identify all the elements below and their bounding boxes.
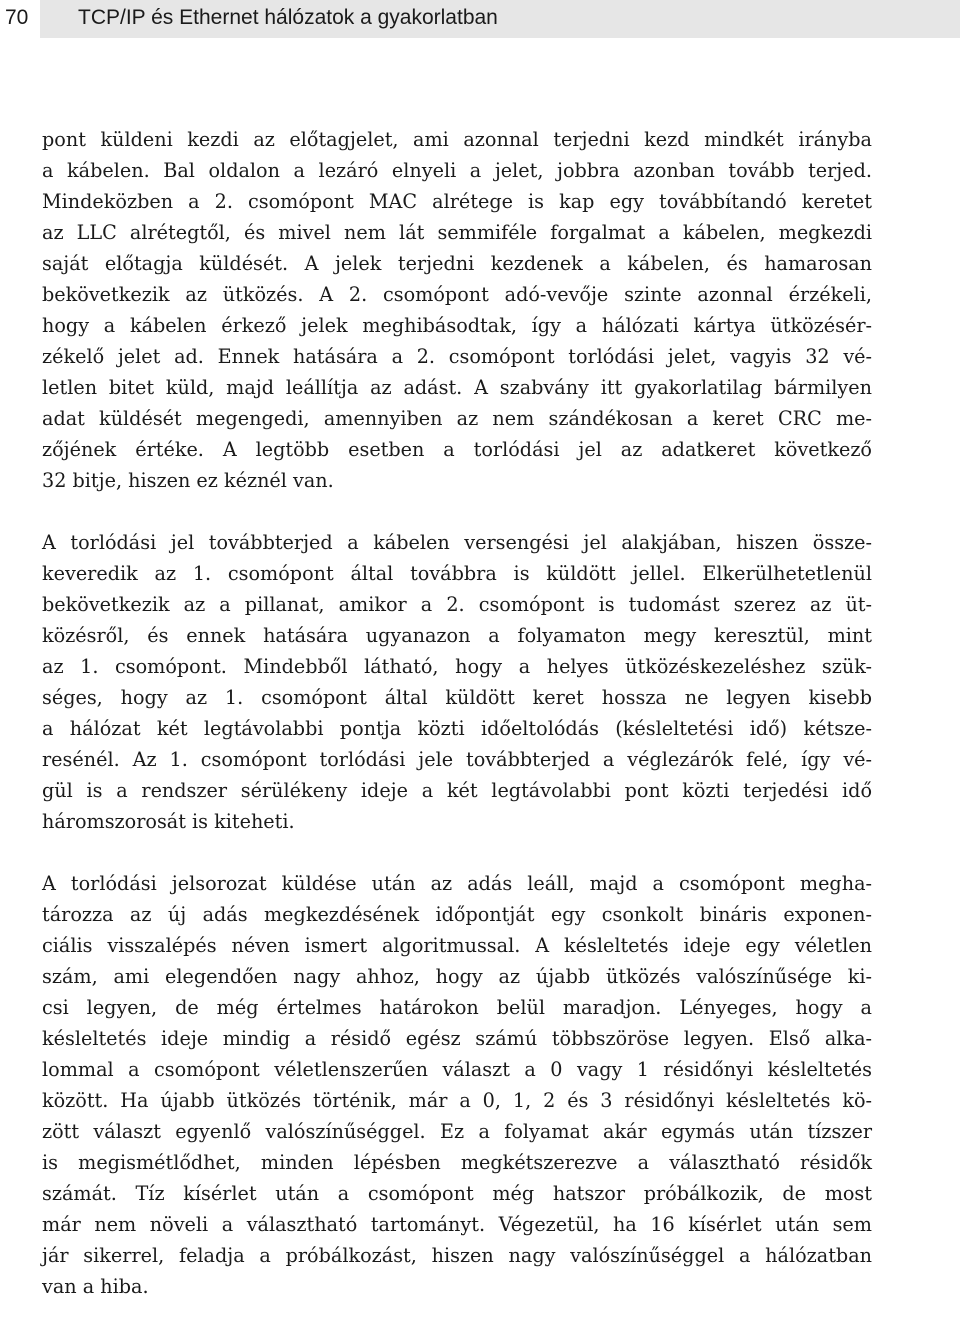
text-line: zékelő jelet ad. Ennek hatására a 2. csomópont torlódási jelet, vagyis 32 vé- — [42, 345, 872, 368]
text-line: bekövetkezik az a pillanat, amikor a 2. csomópont is tudomást szerez az üt- — [42, 593, 872, 616]
body-text — [42, 124, 872, 1333]
text-line: között. Ha újabb ütközés történik, már a 0, 1, 2 és 3 résidőnyi késleltetés kö- — [42, 1089, 872, 1112]
text-line: szám, ami elegendően nagy ahhoz, hogy az újabb ütközés valószínűsége ki- — [42, 965, 872, 988]
text-line: A torlódási jel továbbterjed a kábelen versengési jel alakjában, hiszen össze- — [42, 531, 872, 554]
text-line: a hálózat két legtávolabbi pontja közti időeltolódás (késleltetési idő) kétsze- — [42, 717, 872, 740]
text-line: késleltetés ideje mindig a résidő egész számú többszöröse legyen. Első alka- — [42, 1027, 872, 1050]
text-line: bekövetkezik az ütközés. A 2. csomópont adó-vevője szinte azonnal érzékeli, — [42, 283, 872, 306]
text-line: már nem növeli a választható tartományt. Végezetül, ha 16 kísérlet után sem — [42, 1213, 872, 1236]
text-line: séges, hogy az 1. csomópont által küldött keret hossza ne legyen kisebb — [42, 686, 872, 709]
paragraph-1 — [42, 124, 872, 496]
text-line: is megismétlődhet, minden lépésben megkétszerezve a választható résidők — [42, 1151, 872, 1174]
page-number: 70 — [5, 6, 29, 29]
text-line: letlen bitet küld, majd leállítja az adást. A szabvány itt gyakorlatilag bármilyen — [42, 376, 872, 399]
text-line: gül is a rendszer sérülékeny ideje a két legtávolabbi pont közti terjedési idő — [42, 779, 872, 802]
text-line: hogy a kábelen érkező jelek meghibásodtak, így a hálózati kártya ütközésér- — [42, 314, 872, 337]
running-title-bar — [40, 0, 960, 38]
text-line: pont küldeni kezdi az előtagjelet, ami azonnal terjedni kezd mindkét irányba — [42, 128, 872, 151]
text-line: keveredik az 1. csomópont által továbbra is küldött jellel. Elkerülhetetlenül — [42, 562, 872, 585]
text-line: a kábelen. Bal oldalon a lezáró elnyeli a jelet, jobbra azonban tovább terjed. — [42, 159, 872, 182]
text-line: lommal a csomópont véletlenszerűen választ a 0 vagy 1 résidőnyi késleltetés — [42, 1058, 872, 1081]
paragraph-3 — [42, 868, 872, 1302]
text-line: csi legyen, de még értelmes határokon belül maradjon. Lényeges, hogy a — [42, 996, 872, 1019]
paragraph-2 — [42, 527, 872, 837]
text-line: háromszorosát is kiteheti. — [42, 810, 295, 833]
text-line: Mindeközben a 2. csomópont MAC alrétege is kap egy továbbítandó keretet — [42, 190, 872, 213]
running-title: TCP/IP és Ethernet hálózatok a gyakorlatban — [78, 6, 498, 29]
text-line: A torlódási jelsorozat küldése után az adás leáll, majd a csomópont megha- — [42, 872, 872, 895]
page-header — [0, 0, 960, 38]
text-line: saját előtagja küldését. A jelek terjedni kezdenek a kábelen, és hamarosan — [42, 252, 872, 275]
text-line: resénél. Az 1. csomópont torlódási jele továbbterjed a véglezárók felé, így vé- — [42, 748, 872, 771]
text-line: közésről, és ennek hatására ugyanazon a folyamaton megy keresztül, mint — [42, 624, 872, 647]
text-line: jár sikerrel, feladja a próbálkozást, hiszen nagy valószínűséggel a hálózatban — [42, 1244, 872, 1267]
text-line: zött választ egyenlő valószínűséggel. Ez a folyamat akár egymás után tízszer — [42, 1120, 872, 1143]
text-line: van a hiba. — [42, 1275, 149, 1298]
text-line: zőjének értéke. A legtöbb esetben a torlódási jel az adatkeret következő — [42, 438, 872, 461]
text-line: ciális visszalépés néven ismert algoritmussal. A késleltetés ideje egy véletlen — [42, 934, 872, 957]
text-line: tározza az új adás megkezdésének időpontját egy csonkolt bináris exponen- — [42, 903, 872, 926]
text-line: adat küldését megengedi, amennyiben az nem szándékosan a keret CRC me- — [42, 407, 872, 430]
text-line: 32 bitje, hiszen ez kéznél van. — [42, 469, 334, 492]
text-line: számát. Tíz kísérlet után a csomópont még hatszor próbálkozik, de most — [42, 1182, 872, 1205]
text-line: az 1. csomópont. Mindebből látható, hogy a helyes ütközéskezeléshez szük- — [42, 655, 872, 678]
text-line: az LLC alrétegtől, és mivel nem lát semmiféle forgalmat a kábelen, megkezdi — [42, 221, 872, 244]
